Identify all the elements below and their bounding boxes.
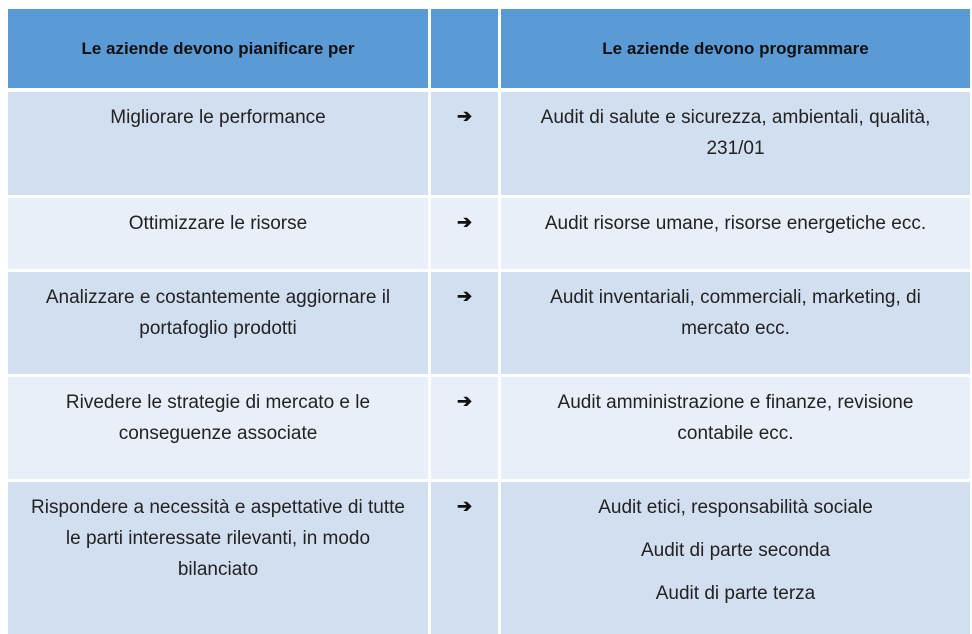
plan-cell [8,198,431,269]
audit-text: Audit risorse umane, risorse energetiche ecc. [544,213,927,234]
plan-text: Ottimizzare le risorse [128,213,308,234]
arrow-right-icon: ➔ [456,391,473,411]
plan-text: conseguenze associate [118,423,318,444]
audit-text: Audit etici, responsabilità sociale [598,497,873,518]
header-program: Le aziende devono programmare [501,9,970,88]
audit-text: Audit amministrazione e finanze, revisione [557,392,914,413]
table-row [8,92,970,198]
arrow-cell [431,482,501,634]
arrow-right-icon: ➔ [456,106,473,126]
arrow-cell [431,92,501,195]
plan-cell [8,482,431,634]
audit-text: Audit di parte terza [655,583,816,604]
arrow-cell [431,198,501,269]
plan-text: Analizzare e costantemente aggiornare il [45,287,391,308]
audit-text: contabile ecc. [677,423,794,444]
table-row [8,482,970,634]
arrow-right-icon: ➔ [456,496,473,516]
plan-text: Rivedere le strategie di mercato e le [65,392,371,413]
plan-text: Rispondere a necessità e aspettative di tutte [31,497,405,518]
audit-text: Audit inventariali, commerciali, marketing, di [550,287,921,308]
audit-cell [501,377,970,479]
audit-cell [501,272,970,374]
audit-text: Audit di parte seconda [640,540,831,561]
arrow-cell [431,377,501,479]
plan-text: le parti interessate rilevanti, in modo [65,528,371,549]
audit-cell [501,198,970,269]
table-row [8,272,970,377]
arrow-cell [431,272,501,374]
header-arrow [431,9,501,88]
plan-cell [8,92,431,195]
arrow-right-icon: ➔ [456,286,473,306]
audit-text: 231/01 [706,138,765,159]
plan-cell [8,377,431,479]
audit-text: Audit di salute e sicurezza, ambientali, qualità, [540,107,931,128]
table-row [8,198,970,272]
arrow-right-icon: ➔ [456,212,473,232]
table-row [8,377,970,482]
plan-text: Migliorare le performance [110,107,326,128]
audit-text: mercato ecc. [681,318,790,339]
plan-text: portafoglio prodotti [139,318,297,339]
audit-cell [501,482,970,634]
plan-cell [8,272,431,374]
planning-audit-table [8,9,970,634]
plan-text: bilanciato [177,559,259,580]
header-plan: Le aziende devono pianificare per [8,9,431,88]
audit-cell [501,92,970,195]
table-header-row [8,9,970,92]
